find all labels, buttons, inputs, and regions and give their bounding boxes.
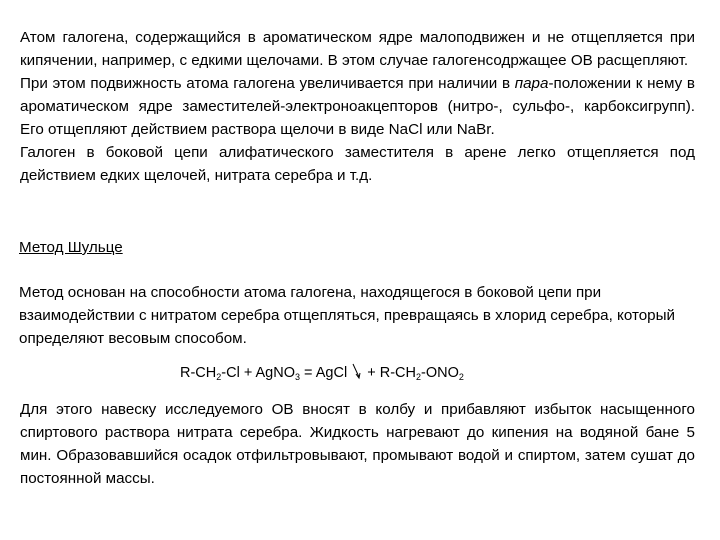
precipitate-arrow-icon: [351, 363, 363, 381]
eq-sub-3: 2: [415, 372, 421, 382]
eq-part-2: -Cl + AgNO: [221, 365, 295, 381]
intro-p2-end: -положении к нему в ароматическом ядре заместителей-электроноакцепторов (нитро-, сульфо-, карбоксигрупп). Его отщепляют действием раствора щелочи в виде NaCl или NaBr.: [20, 75, 695, 138]
intro-p2-italic: пара: [514, 75, 549, 92]
eq-sub-2: 3: [295, 372, 301, 382]
reaction-equation: [180, 362, 464, 389]
eq-part-5: -ONO: [421, 365, 459, 381]
eq-part-1: R-CH: [180, 365, 217, 381]
eq-part-3: = AgCl: [300, 365, 352, 381]
eq-sub-4: 2: [458, 372, 464, 382]
procedure-paragraph: Для этого навеску исследуемого ОВ вносят в колбу и прибавляют избыток насыщенного спиртового раствора нитрата серебра. Жидкость нагревают до кипения на водяной бане 5 мин. Образовавшийся осадок отфильтровывают, промывают водой и спиртом, затем сушат до постоянной массы.: [20, 401, 695, 487]
eq-part-4: + R-CH: [363, 365, 416, 381]
intro-paragraph-1: Атом галогена, содержащийся в ароматическом ядре малоподвижен и не отщепляется при кипячении, например, с едкими щелочами. В этом случае галогенсодржащее ОВ расщепляют.: [20, 29, 695, 69]
procedure-section: [20, 398, 695, 490]
intro-paragraph-3: Галоген в боковой цепи алифатического заместителя в арене легко отщепляется под действием едких щелочей, нитрата серебра и т.д.: [20, 144, 695, 184]
intro-p2-start: При этом подвижность атома галогена увеличивается при наличии в: [20, 75, 515, 92]
intro-section: [20, 26, 695, 187]
eq-sub-1: 2: [216, 372, 222, 382]
intro-paragraph-2: [20, 72, 695, 141]
method-title: Метод Шульце: [19, 239, 123, 256]
method-description: Метод основан на способности атома галогена, находящегося в боковой цепи при взаимодействии с нитратом серебра отщепляться, превращаясь в хлорид серебра, который определяют весовым способом.: [19, 284, 676, 347]
